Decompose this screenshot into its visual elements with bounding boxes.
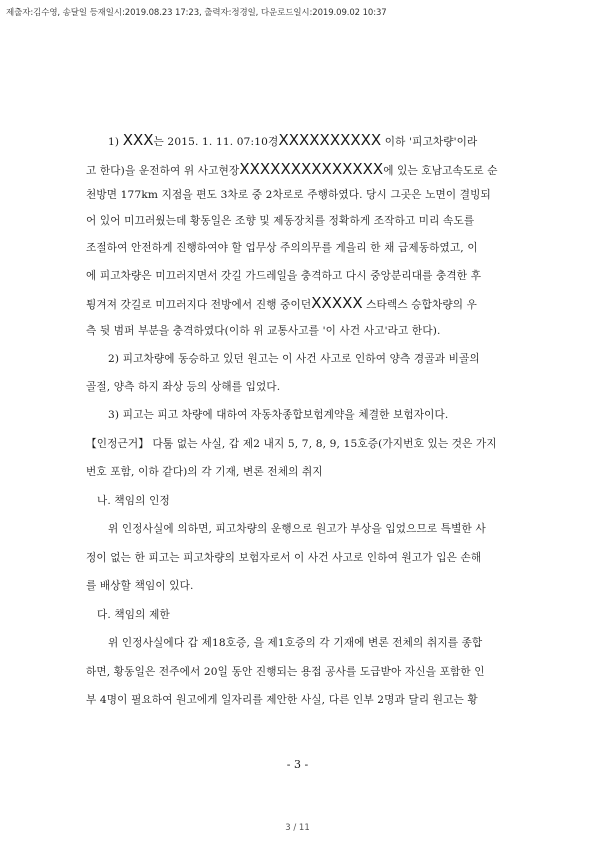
text-line: 측 뒷 범퍼 부분을 충격하였다(이하 위 교통사고를 '이 사건 사고'라고 한다).	[86, 325, 441, 337]
redaction-mark: XXX	[122, 131, 154, 149]
page-footer: 3 / 11	[285, 823, 310, 833]
text-line	[86, 160, 498, 178]
text-span: 1)	[108, 136, 123, 148]
text-line: 2) 피고차량에 동승하고 있던 원고는 이 사건 사고로 인하여 양측 경골과 비골의	[108, 353, 480, 365]
text-line: 【인정근거】 다툼 없는 사실, 갑 제2 내지 5, 7, 8, 9, 15호증(가지번호 있는 것은 가지	[86, 438, 497, 450]
text-line: 3) 피고는 피고 차량에 대하여 자동차종합보험계약을 체결한 보험자이다.	[108, 409, 449, 421]
text-line	[86, 294, 477, 312]
text-span: 스타렉스 승합차량의 우	[362, 299, 478, 311]
text-span: 에 있는 호남고속도로 순	[383, 165, 498, 177]
text-span: 는 2015. 1. 11. 07:10경	[153, 136, 279, 148]
text-line: 위 인정사실에 의하면, 피고차량의 운행으로 원고가 부상을 입었으므로 특별한 사	[108, 523, 486, 535]
section-heading: 다. 책임의 제한	[97, 609, 170, 621]
page-number: - 3 -	[286, 758, 309, 771]
text-span: 이하 '피고차량'이라	[381, 136, 478, 148]
redaction-mark: XXXXXXXXXXXXXX	[239, 160, 384, 178]
text-span: 고 한다)을 운전하여 위 사고현장	[86, 165, 240, 177]
text-span: 튕겨져 갓길로 미끄러지다 전방에서 진행 중이던	[86, 299, 312, 311]
text-line: 번호 포함, 이하 같다)의 각 기재, 변론 전체의 취지	[86, 466, 323, 478]
redaction-mark: XXXXX	[311, 294, 363, 312]
text-line: 천방면 177km 지점을 편도 3차로 중 2차로로 주행하였다. 당시 그곳은 노면이 결빙되	[86, 189, 491, 201]
section-heading: 나. 책임의 인정	[97, 495, 170, 507]
text-line: 위 인정사실에다 갑 제18호증, 을 제1호증의 각 기재에 변론 전체의 취지를 종합	[108, 637, 483, 649]
text-line: 어 있어 미끄러웠는데 황동일은 조향 및 제동장치를 정확하게 조작하고 미리 속도를	[86, 215, 475, 227]
text-line: 에 피고차량은 미끄러지면서 갓길 가드레일을 충격하고 다시 중앙분리대를 충격한 후	[86, 270, 482, 282]
text-line: 하면, 황동일은 전주에서 20일 동안 진행되는 용접 공사를 도급받아 자신을 포함한 인	[86, 666, 485, 678]
text-line: 골절, 양측 하지 좌상 등의 상해를 입었다.	[86, 381, 281, 393]
text-line: 조절하여 안전하게 진행하여야 할 업무상 주의의무를 게을리 한 채 급제동하였고, 이	[86, 242, 478, 254]
redaction-mark: XXXXXXXXXX	[278, 131, 382, 149]
text-line: 정이 없는 한 피고는 피고차량의 보험자로서 이 사건 사고로 인하여 원고가 입은 손해	[86, 552, 482, 564]
text-line: 를 배상할 책임이 있다.	[86, 580, 194, 592]
text-line: 부 4명이 필요하여 원고에게 일자리를 제안한 사실, 다른 인부 2명과 달리 원고는 황	[86, 694, 478, 706]
document-header: 제출자:김수영, 송달일 등재일시:2019.08.23 17:23, 출력자:정경일, 다운로드일시:2019.09.02 10:37	[6, 8, 387, 18]
text-line	[108, 131, 477, 149]
